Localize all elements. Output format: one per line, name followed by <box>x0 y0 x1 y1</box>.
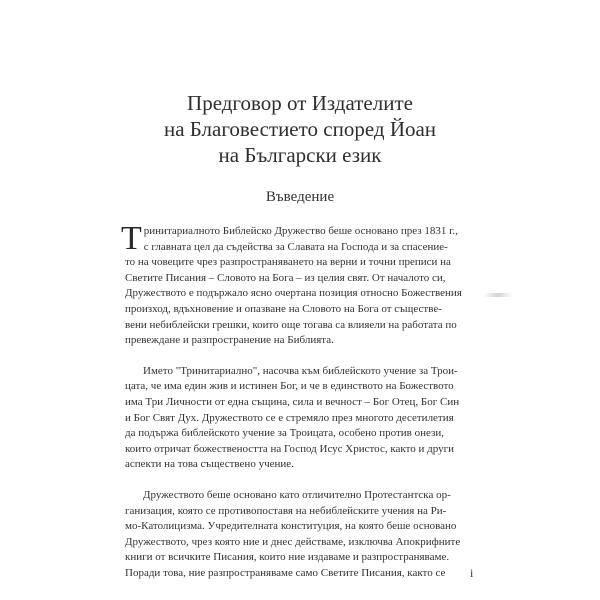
scan-smudge <box>483 293 513 297</box>
page-title <box>0 90 600 168</box>
title-line-1: Предговор от Издателите <box>187 91 413 115</box>
paragraph-line: то на човеците чрез разпространяването на верни и точни преписи на <box>125 256 451 269</box>
title-line-2: на Благовестието според Йоан <box>163 117 437 141</box>
paragraph-line: ринитариалното Библейско Дружество беше основано през 1831 г., <box>143 225 458 237</box>
paragraph-line: които отричат божествеността на Господ Исус Христос, както и други <box>125 442 455 455</box>
paragraph-line: мо-Католицизма. Учредителната конституция, на която беше основано <box>125 520 457 533</box>
section-heading: Въведение <box>265 189 335 205</box>
paragraph-line: книги от всичките Писания, които ние издаваме и разпространяваме. <box>125 551 450 564</box>
paragraph-line: цата, че има един жив и истинен Бог, и че в единството на Божеството <box>125 380 454 393</box>
paragraph-line: да подържа библейското учение за Троицата, особено против онези, <box>125 427 444 440</box>
paragraph-line: Дружеството е подържало ясно очертана позиция относно Божествения <box>125 287 462 300</box>
title-line-3: на Български език <box>218 143 382 167</box>
paragraph-line: Дружеството беше основано като отличително Протестантска ор- <box>143 488 451 501</box>
paragraph-line: Светите Писания – Словото на Бога – из целия свят. От началото си, <box>125 271 446 284</box>
paragraph-line: има Три Личности от една същина, сила и вечност – Бог Отец, Бог Син <box>125 395 460 408</box>
drop-cap: Т <box>121 220 142 257</box>
paragraph-line: аспекти на това съществено учение. <box>125 458 294 471</box>
paragraph-3 <box>125 488 477 582</box>
paragraph-1 <box>121 220 477 349</box>
paragraph-2 <box>125 364 477 473</box>
paragraph-line: Името "Тринитариално", насочва към библейското учение за Трои- <box>143 364 458 377</box>
paragraph-line: ганизация, която се противопоставя на небиблейските учения на Ри- <box>125 504 447 517</box>
body-text <box>121 220 477 596</box>
paragraph-line: с главната цел да съдейства за Славата на Господа и за спасение- <box>143 240 448 253</box>
paragraph-line: и Бог Свят Дух. Дружеството се е стремяло през многото десетилетия <box>125 411 454 424</box>
paragraph-line: произход, вдъхновение и опазване на Словото на Бога от съществе- <box>125 302 442 315</box>
paragraph-line: Поради това, ние разпространяваме само Светите Писания, както се <box>125 566 446 579</box>
page-number: i <box>470 566 474 580</box>
paragraph-line: превеждане и разпространение на Библията. <box>125 334 334 347</box>
paragraph-line: вени небиблейски грешки, които още тогава са влияели на работата по <box>125 318 457 331</box>
paragraph-line: Дружеството, чрез която ние и днес действаме, изключва Апокрифните <box>125 535 461 548</box>
